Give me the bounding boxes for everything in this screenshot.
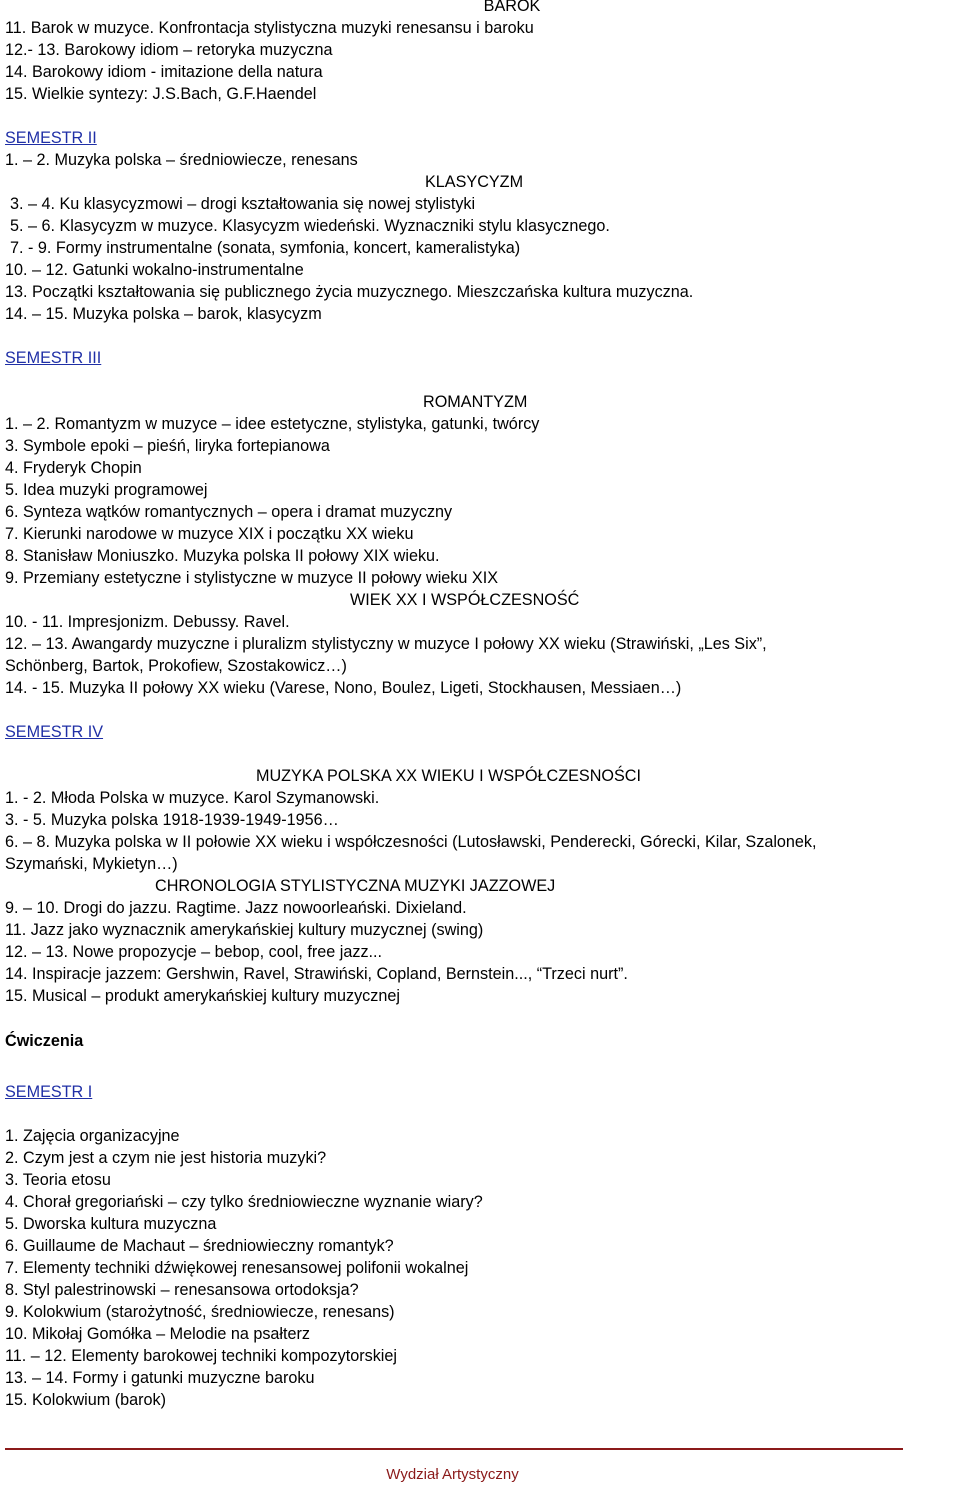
list-item: 4. Fryderyk Chopin: [5, 459, 142, 477]
list-item: 3. Teoria etosu: [5, 1171, 111, 1189]
list-item: 11. Barok w muzyce. Konfrontacja stylistyczna muzyki renesansu i baroku: [5, 19, 534, 37]
list-item: 10. – 12. Gatunki wokalno-instrumentalne: [5, 261, 304, 279]
list-item: 10. - 11. Impresjonizm. Debussy. Ravel.: [5, 613, 290, 631]
list-item: 1. – 2. Romantyzm w muzyce – idee estetyczne, stylistyka, gatunki, twórcy: [5, 415, 540, 433]
list-item: 7. Kierunki narodowe w muzyce XIX i początku XX wieku: [5, 525, 414, 543]
heading-jazz: CHRONOLOGIA STYLISTYCZNA MUZYKI JAZZOWEJ: [155, 877, 556, 895]
list-item: 5. – 6. Klasycyzm w muzyce. Klasycyzm wiedeński. Wyznaczniki stylu klasycznego.: [10, 217, 610, 235]
list-item: 13. Początki kształtowania się publicznego życia muzycznego. Mieszczańska kultura muzyczna.: [5, 283, 694, 301]
list-item: 3. Symbole epoki – pieśń, liryka fortepianowa: [5, 437, 330, 455]
heading-semestr-ii: SEMESTR II: [5, 129, 97, 147]
list-item: 4. Chorał gregoriański – czy tylko średniowieczne wyznanie wiary?: [5, 1193, 483, 1211]
list-item: 13. – 14. Formy i gatunki muzyczne baroku: [5, 1369, 315, 1387]
list-item: 7. - 9. Formy instrumentalne (sonata, symfonia, koncert, kameralistyka): [10, 239, 521, 257]
list-item: 9. – 10. Drogi do jazzu. Ragtime. Jazz nowoorleański. Dixieland.: [5, 899, 467, 917]
list-item: 1. – 2. Muzyka polska – średniowiecze, renesans: [5, 151, 358, 169]
heading-muzyka-polska-xx: MUZYKA POLSKA XX WIEKU I WSPÓŁCZESNOŚCI: [256, 767, 641, 785]
heading-romantyzm: ROMANTYZM: [423, 393, 528, 411]
list-item: 6. Guillaume de Machaut – średniowieczny romantyk?: [5, 1237, 394, 1255]
list-item: 5. Dworska kultura muzyczna: [5, 1215, 217, 1233]
heading-cwiczenia: Ćwiczenia: [5, 1032, 84, 1050]
heading-semestr-iii: SEMESTR III: [5, 349, 102, 367]
list-item: 12. – 13. Nowe propozycje – bebop, cool, free jazz...: [5, 943, 383, 961]
list-item: 8. Stanisław Moniuszko. Muzyka polska II połowy XIX wieku.: [5, 547, 440, 565]
list-item: 12.- 13. Barokowy idiom – retoryka muzyczna: [5, 41, 333, 59]
list-item: 6. – 8. Muzyka polska w II połowie XX wieku i współczesności (Lutosławski, Penderecki, Górecki, Kilar, Szalonek,: [5, 833, 817, 851]
footer-text: Wydział Artystyczny: [386, 1466, 519, 1483]
list-item: 14. Inspiracje jazzem: Gershwin, Ravel, Strawiński, Copland, Bernstein..., “Trzeci nurt”.: [5, 965, 628, 983]
list-item: 15. Musical – produkt amerykańskiej kultury muzycznej: [5, 987, 400, 1005]
list-item: 2. Czym jest a czym nie jest historia muzyki?: [5, 1149, 327, 1167]
list-item: 11. – 12. Elementy barokowej techniki kompozytorskiej: [5, 1347, 397, 1365]
list-item: 7. Elementy techniki dźwiękowej renesansowej polifonii wokalnej: [5, 1259, 469, 1277]
list-item: 5. Idea muzyki programowej: [5, 481, 208, 499]
footer-divider: [5, 1448, 903, 1450]
list-item: 6. Synteza wątków romantycznych – opera i dramat muzyczny: [5, 503, 453, 521]
list-item: 15. Wielkie syntezy: J.S.Bach, G.F.Haendel: [5, 85, 317, 103]
list-item: 3. – 4. Ku klasycyzmowi – drogi kształtowania się nowej stylistyki: [10, 195, 476, 213]
list-item: 8. Styl palestrinowski – renesansowa ortodoksja?: [5, 1281, 359, 1299]
list-item: 1. Zajęcia organizacyjne: [5, 1127, 180, 1145]
list-item: 15. Kolokwium (barok): [5, 1391, 167, 1409]
list-item: 10. Mikołaj Gomółka – Melodie na psałterz: [5, 1325, 311, 1343]
list-item-continuation: Schönberg, Bartok, Prokofiew, Szostakowicz…): [5, 657, 347, 675]
list-item: 1. - 2. Młoda Polska w muzyce. Karol Szymanowski.: [5, 789, 380, 807]
heading-semestr-i: SEMESTR I: [5, 1083, 93, 1101]
list-item: 14. - 15. Muzyka II połowy XX wieku (Varese, Nono, Boulez, Ligeti, Stockhausen, Messiaen…): [5, 679, 682, 697]
list-item: 12. – 13. Awangardy muzyczne i pluralizm stylistyczny w muzyce I połowy XX wieku (Strawiński, „Les Six”,: [5, 635, 767, 653]
list-item: 11. Jazz jako wyznacznik amerykańskiej kultury muzycznej (swing): [5, 921, 484, 939]
list-item: 3. - 5. Muzyka polska 1918-1939-1949-1956…: [5, 811, 339, 829]
heading-barok: BAROK: [483, 0, 541, 15]
list-item: 14. Barokowy idiom - imitazione della natura: [5, 63, 323, 81]
list-item-continuation: Szymański, Mykietyn…): [5, 855, 178, 873]
list-item: 9. Przemiany estetyczne i stylistyczne w muzyce II połowy wieku XIX: [5, 569, 498, 587]
list-item: 9. Kolokwium (starożytność, średniowiecze, renesans): [5, 1303, 395, 1321]
heading-semestr-iv: SEMESTR IV: [5, 723, 104, 741]
heading-wiek-xx: WIEK XX I WSPÓŁCZESNOŚĆ: [350, 591, 580, 609]
heading-klasycyzm: KLASYCYZM: [425, 173, 524, 191]
list-item: 14. – 15. Muzyka polska – barok, klasycyzm: [5, 305, 322, 323]
